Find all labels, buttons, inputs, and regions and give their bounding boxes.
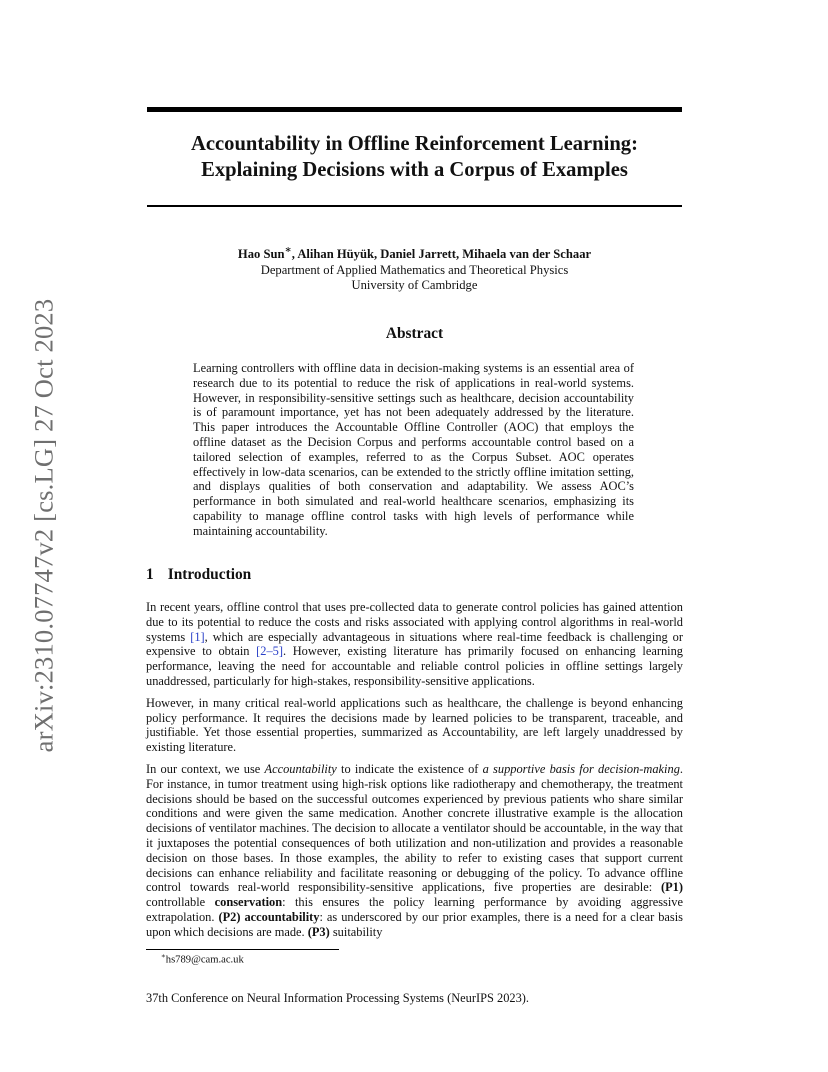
p3-text-f: : as underscored by our prior examples, there is a need for a clear basis upon which decisions are made.: [146, 909, 683, 939]
property-p3-tag: (P3): [307, 924, 330, 939]
footnote-email: hs789@cam.ac.uk: [165, 954, 244, 966]
p3-text-c: . For instance, in tumor treatment using high-risk options like radiotherapy and chemotherapy, the treatment decisions should be based on the successful outcomes experienced by previous patients who share similar conditions and were given the same medication. Another concrete illustrative example is the allocation decisions of ventilator machines. The decision to allocate a ventilator should be accountable, in the way that it juxtaposes the potential consequences of both utilization and non-utilization and provides a reasonable decision on those bases. In those examples, the ability to refer to existing cases that support current decisions can enhance reliability and facilitate reasoning or debugging of the policy. To advance offline control towards real-world responsibility-sensitive applications, five properties are desirable:: [146, 761, 684, 895]
title-line-1: Accountability in Offline Reinforcement Learning:: [191, 133, 638, 155]
citation-link[interactable]: [1]: [190, 629, 205, 644]
p1-text-c: . However, existing literature has primarily focused on enhancing learning performance, leaving the need for accountable and reliable control policies in offline settings largely unaddressed, particularly for high-stakes, responsibility-sensitive applications.: [146, 644, 683, 688]
first-author: Hao Sun: [237, 247, 285, 262]
author-affiliation: University of Cambridge: [351, 278, 478, 293]
p1-text-a: In recent years, offline control that uses pre-collected data to generate control policies has gained attention due to its potential to reduce the costs and risks associated with applying control algorithms in real-world systems: [146, 600, 683, 644]
arxiv-identifier: arXiv:2310.07747v2 [cs.LG] 27 Oct 2023: [28, 298, 59, 752]
footnote-rule: [146, 949, 339, 950]
property-p2-tag: (P2) accountability: [218, 909, 320, 924]
author-department: Department of Applied Mathematics and Theoretical Physics: [260, 262, 569, 277]
abstract-heading: Abstract: [385, 325, 444, 342]
author-names: [147, 243, 682, 263]
p3-text-d: controllable: [146, 895, 215, 910]
p3-text-b: to indicate the existence of: [336, 761, 483, 776]
p1-text-b: , which are especially advantageous in situations where real-time feedback is challenging or expensive to obtain: [146, 629, 683, 659]
other-authors: , Alihan Hüyük, Daniel Jarrett, Mihaela van der Schaar: [291, 247, 592, 262]
section-title: Introduction: [167, 566, 252, 583]
author-block: [147, 243, 682, 294]
paper-title: [147, 131, 682, 183]
p3-text-e: : this ensures the policy learning performance by avoiding aggressive extrapolation.: [146, 895, 683, 924]
p3-emphasis-accountability: Accountability: [264, 761, 337, 776]
venue-note: 37th Conference on Neural Information Processing Systems (NeurIPS 2023).: [146, 991, 530, 1005]
introduction-body: [146, 600, 683, 947]
p3-text-a: In our context, we use: [146, 761, 265, 776]
title-bottom-rule: [147, 205, 682, 207]
title-line-2: Explaining Decisions with a Corpus of Examples: [201, 159, 628, 181]
abstract-text: Learning controllers with offline data in decision-making systems is an essential area of research due to its potential to reduce the risk of applications in real-world systems. However, in responsibility-sensitive settings such as healthcare, decision accountability is of paramount importance, yet has not been adequately addressed by the literature. This paper introduces the Accountable Offline Controller (AOC) that employs the offline dataset as the Decision Corpus and performs accountable control based on a tailored selection of examples, referred to as the Corpus Subset. AOC operates effectively in low-data scenarios, can be extended to the strictly offline imitation setting, and displays qualities of both conservation and adaptability. We assess AOC’s performance in both simulated and real-world healthcare scenarios, emphasizing its capability to manage offline control tasks with high levels of performance while maintaining accountability.: [193, 361, 634, 538]
section-number: 1: [146, 566, 154, 583]
title-top-rule: [147, 107, 682, 112]
arxiv-sidebar: [20, 290, 68, 760]
property-p1-tag: (P1): [660, 880, 683, 895]
footnote-mark: ∗: [161, 952, 166, 960]
paragraph-1: [146, 600, 683, 689]
paragraph-3: [146, 762, 683, 940]
footnote: [161, 952, 244, 966]
section-heading: [146, 566, 251, 584]
p3-emphasis-basis: a supportive basis for decision-making: [482, 761, 680, 776]
p3-text-g: suitability: [329, 924, 383, 939]
property-conservation: conservation: [214, 895, 283, 910]
citation-link[interactable]: [2–5]: [256, 644, 283, 659]
author-footnote-mark: ∗: [284, 245, 292, 256]
paragraph-2: However, in many critical real-world applications such as healthcare, the challenge is beyond enhancing policy performance. It requires the decisions made by learned policies to be transparent, traceable, and justifiable. Yet those essential properties, summarized as Accountability, are left largely unaddressed by existing literature.: [146, 695, 683, 755]
